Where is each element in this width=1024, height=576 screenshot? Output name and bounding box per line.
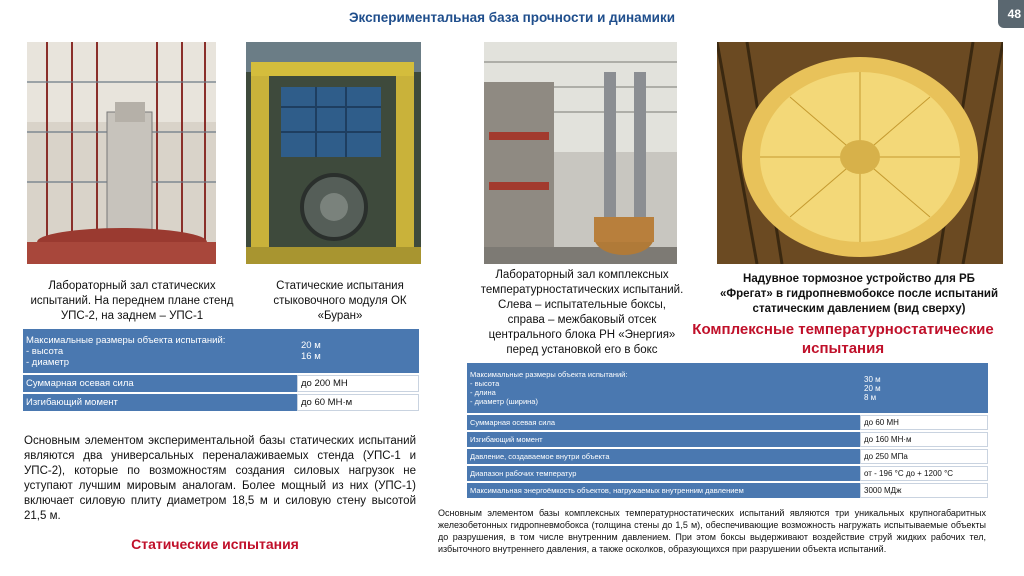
thermostatic-tests-description: Основным элементом базы комплексных температурностатических испытаний являются три уникальных крупногабаритных железобетонных гидропневмобокса (толщина стены до 1,5 м), обеспечивающие возможность нагружать испытываемые объекты до разрушения, в том числе внутренним давлением. При этом боксы выдерживают воздействие струй жидких рабочих тел, избыточного внутреннего давления, а также осколков, образующихся при разрушении объекта испытаний. xyxy=(438,508,986,554)
table-value-cell: от - 196 °С до + 1200 °С xyxy=(860,466,988,481)
photo-thermostatic-test-hall xyxy=(484,42,677,264)
table-cell-line: - диаметр (ширина) xyxy=(470,397,538,406)
table-value-cell xyxy=(297,329,419,373)
table-row xyxy=(467,415,988,430)
static-tests-description: Основным элементом экспериментальной базы статических испытаний являются два универсальных переналаживаемых стенда (УПС-1 и УПС-2), которые по возможностям создания силовых нагрузок не уступают лучшим мировым аналогам. Более мощный из них (УПС-1) включает силовую плиту диаметром 18,5 м и силовую стену высотой 21,5 м. xyxy=(24,435,416,522)
table-cell-line: 20 м xyxy=(301,340,321,351)
table-cell-line: - длина xyxy=(470,388,496,397)
photo-buran-docking-module xyxy=(246,42,421,264)
table-value-cell: до 60 МН xyxy=(860,415,988,430)
heading-static-tests: Статические испытания xyxy=(131,536,299,552)
table-cell-line: - высота xyxy=(26,345,64,357)
table-row xyxy=(23,375,419,392)
table-row xyxy=(467,466,988,481)
table-cell-line: Максимальные размеры объекта испытаний: xyxy=(26,334,226,346)
table-cell-line: - высота xyxy=(470,379,500,388)
table-cell-line: - диаметр xyxy=(26,356,70,368)
table-row xyxy=(23,329,419,373)
table-cell-line: 20 м xyxy=(864,383,881,393)
static-test-specs-table xyxy=(23,327,419,413)
table-label-cell: Давление, создаваемое внутри объекта xyxy=(467,449,860,464)
table-value-cell: до 250 МПа xyxy=(860,449,988,464)
page-title: Экспериментальная база прочности и динамики xyxy=(348,10,676,25)
table-label-cell: Диапазон рабочих температур xyxy=(467,466,860,481)
table-row xyxy=(467,432,988,447)
table-cell-line: 8 м xyxy=(864,392,877,402)
table-row xyxy=(23,394,419,411)
table-label-cell: Максимальная энергоёмкость объектов, нагружаемых внутренним давлением xyxy=(467,483,860,498)
table-label-cell xyxy=(467,363,860,413)
table-value-cell: до 160 МН·м xyxy=(860,432,988,447)
table-value-cell: до 200 МН xyxy=(297,375,419,392)
table-label-cell xyxy=(23,329,297,373)
table-label-cell: Суммарная осевая сила xyxy=(467,415,860,430)
table-row xyxy=(467,449,988,464)
page-number-badge: 48 xyxy=(998,0,1024,28)
table-value-cell xyxy=(860,363,988,413)
table-label-cell: Изгибающий момент xyxy=(23,394,297,411)
table-label-cell: Суммарная осевая сила xyxy=(23,375,297,392)
caption-static-test-hall: Лабораторный зал статических испытаний. На переднем плане стенд УПС-2, на заднем – УПС-1 xyxy=(30,280,234,322)
table-cell-line: Максимальные размеры объекта испытаний: xyxy=(470,370,628,379)
table-row xyxy=(467,483,988,498)
table-value-cell: до 60 МН·м xyxy=(297,394,419,411)
table-value-cell: 3000 МДж xyxy=(860,483,988,498)
heading-thermostatic-tests: Комплексные температурностатические испытания xyxy=(692,321,994,357)
photo-fregat-braking-device xyxy=(717,42,1003,264)
caption-buran-docking-module: Статические испытания стыковочного модуля ОК «Буран» xyxy=(273,280,407,322)
table-cell-line: 30 м xyxy=(864,374,881,384)
caption-thermostatic-test-hall: Лабораторный зал комплексных температурностатических испытаний. Слева – испытательные боксы, справа – межбаковый отсек центрального блока РН «Энергия» перед установкой его в бокс xyxy=(480,269,684,356)
table-cell-line: 16 м xyxy=(301,351,321,362)
caption-fregat-braking-device: Надувное тормозное устройство для РБ «Фрегат» в гидропневмобоксе после испытаний статическим давлением (вид сверху) xyxy=(719,273,999,315)
table-label-cell: Изгибающий момент xyxy=(467,432,860,447)
photo-static-test-hall xyxy=(27,42,216,264)
table-row xyxy=(467,363,988,413)
thermostatic-test-specs-table xyxy=(467,361,988,500)
